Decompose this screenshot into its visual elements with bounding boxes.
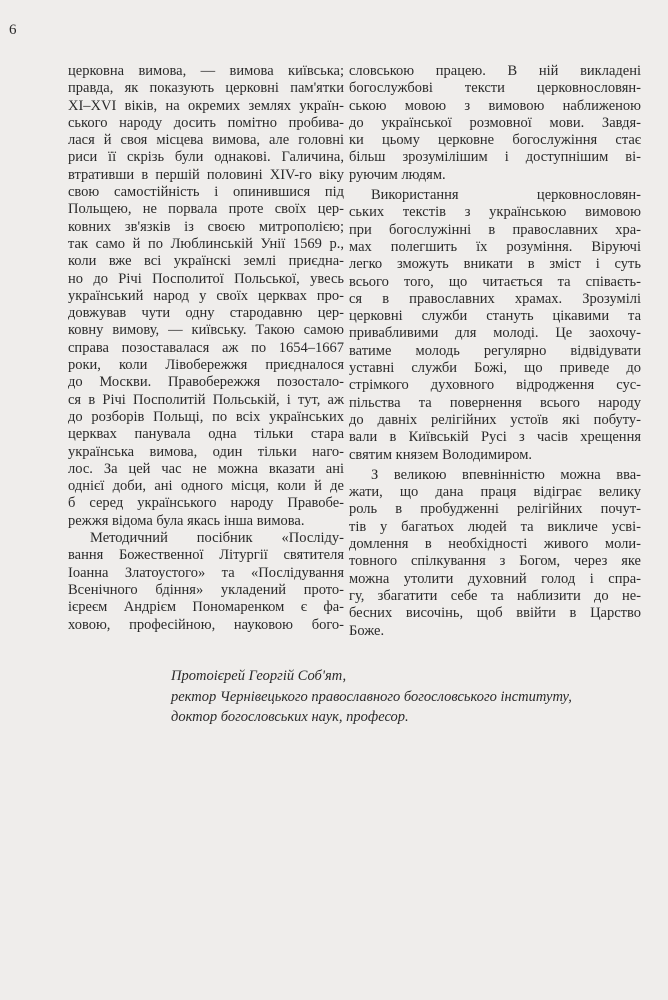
text-line: українська вимова, один тільки наго- (68, 443, 344, 460)
text-line: режжя відома була якась інша вимова. (68, 512, 305, 529)
text-line: стрімкого духовного відродження сус- (349, 377, 641, 394)
text-line: уставні служби Божі, що приведе до (349, 360, 641, 377)
text-line: при богослужінні в православних хра- (349, 221, 641, 238)
page-number: 6 (9, 22, 17, 38)
text-line: З великою впевнінністю можна вва- (371, 466, 641, 483)
text-line: правда, як показують церковні пам'ятки (68, 80, 344, 97)
signature-block (171, 666, 572, 728)
signature-degree: доктор богословських наук, професор. (171, 709, 409, 725)
text-line: словською працею. В ній викладені (349, 63, 641, 79)
text-line: Польщею, не порвала проте своїх цер- (68, 201, 344, 218)
text-line: всього того, що читається та співаєть- (349, 273, 641, 290)
text-line: домлення в необхідності живого моли- (349, 536, 641, 553)
text-line: Методичний посібник «Послідy- (90, 530, 344, 547)
text-line: Всенічного бдіння» укладений прото- (68, 581, 344, 598)
text-line: но до Річі Посполитої Польської, увесь (68, 270, 344, 287)
text-line: так само й по Люблинській Унії 1569 р., (68, 235, 344, 252)
text-line: ських текстів з українською вимовою (349, 204, 641, 221)
paragraph (349, 63, 641, 184)
signature-position: ректор Чернівецького православного богословського інституту, (171, 688, 572, 705)
text-line: жати, що дана праця відіграє велику (349, 484, 641, 501)
text-line: ся в православних храмах. Зрозумілі (349, 290, 641, 307)
text-line: ковних зв'язків із своєю митрополією; (68, 218, 344, 235)
text-line: церковні служби стануть цікавими та (349, 308, 641, 325)
text-line: ієреєм Андрієм Пономаренком є фа- (68, 599, 344, 616)
text-line: риси її скрізь були однакові. Галичина, (68, 149, 344, 166)
text-line: бесних височінь, щоб ввійти в Царство (349, 605, 641, 622)
text-line: свою самостійність і опинившися під (68, 184, 344, 201)
right-column (349, 63, 641, 640)
text-line: руючим людям. (349, 166, 446, 183)
text-line: роки, коли Лівобережжя приєдналося (68, 357, 344, 374)
text-line: можна утолити духовний голод і спра- (349, 570, 641, 587)
text-line: ковну вимову, — київську. Такою самою (68, 322, 344, 339)
text-line: Боже. (349, 622, 385, 639)
text-line: Іоанна Златоустого» та «Послідування (68, 564, 344, 581)
text-line: тів у багатьох людей та викличе усві- (349, 518, 641, 535)
paragraph (68, 63, 344, 530)
signature-name: Протоієрей Георгій Соб'ят, (171, 668, 347, 684)
paragraph (349, 187, 641, 464)
text-line: гу, збагатити себе та наблизити до не- (349, 587, 641, 604)
text-line: церковна вимова, — вимова київська; (68, 63, 344, 79)
text-line: легко зможуть вникати в зміст і суть (349, 256, 641, 273)
text-line: XI–XVI віків, на окремих землях україн- (68, 97, 344, 114)
text-line: ки цьому церковне богослужіння стає (349, 132, 641, 149)
text-line: мах полегшить їх розуміння. Віруючі (349, 238, 641, 255)
text-line: привабливими для молоді. Це заохочу- (349, 325, 641, 342)
text-line: справа позоставалася аж по 1654–1667 (68, 339, 344, 356)
text-line: святим князем Володимиром. (349, 446, 532, 463)
paragraph (349, 467, 641, 640)
text-line: пільства та повернення всього народу (349, 394, 641, 411)
text-line: Використання церковнословян- (371, 187, 641, 204)
text-line: ського народу досить помітно пробива- (68, 114, 344, 131)
text-line: до розборів Польщі, по всіх українських (68, 408, 344, 425)
text-line: до давніх релігійних устоїв які побуту- (349, 411, 641, 428)
text-line: втративши в першій половині XIV-го віку (68, 166, 344, 183)
text-line: коли вже всі українскі землі приєдна- (68, 253, 344, 270)
text-line: до української розмовної мови. Завдя- (349, 114, 641, 131)
text-line: ською мовою з вимовою наближеною (349, 97, 641, 114)
text-line: богослужбові тексти церковнословян- (349, 80, 641, 97)
text-line: товного спілкування з Богом, через яке (349, 553, 641, 570)
text-line: до Москви. Правобережжя позостало- (68, 374, 344, 391)
text-line: вання Божественної Літургії святителя (68, 547, 344, 564)
text-line: лос. За цей час не можна вказати ані (68, 460, 344, 477)
text-line: вали в Київській Русі з часів хрещення (349, 429, 641, 446)
text-line: б серед українського народу Правобе- (68, 495, 344, 512)
text-line: однієї доби, ані одного місця, коли й де (68, 478, 344, 495)
text-line: ся в Річі Посполитій Польській, і тут, аж (68, 391, 344, 408)
left-column (68, 63, 344, 634)
paragraph (68, 530, 344, 634)
text-line: ватиме молодь регулярно відвідувати (349, 342, 641, 359)
text-line: роль в пробудженні релігійних почут- (349, 501, 641, 518)
text-line: український народ у своїх церквах про- (68, 287, 344, 304)
text-line: більш зрозумілішим і доступнішим ві- (349, 149, 641, 166)
text-line: церквах панувала одна тільки стара (68, 426, 344, 443)
text-line: довжував чути одну стародавню цер- (68, 305, 344, 322)
text-line: лася й своя місцева вимова, але головні (68, 132, 344, 149)
text-line: ховою, професійною, науковою бого- (68, 616, 344, 633)
